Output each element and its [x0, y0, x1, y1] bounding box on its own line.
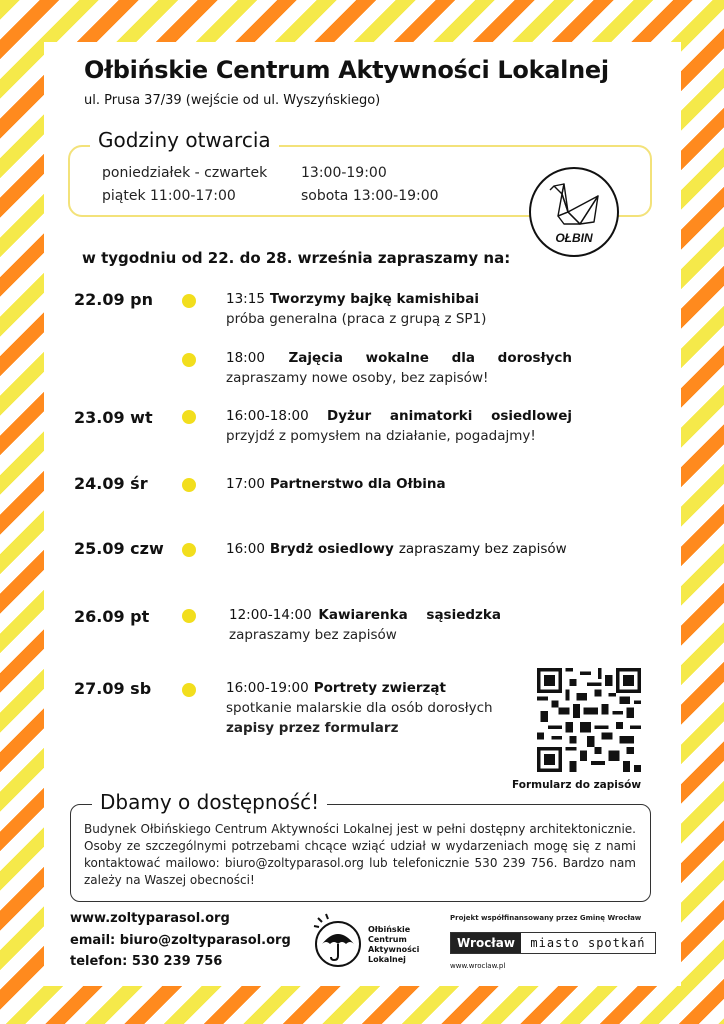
accessibility-title: Dbamy o dostępność! [92, 790, 327, 814]
event-time: 18:00 [226, 350, 265, 366]
event-item [226, 678, 574, 738]
event-date: 25.09 czw [74, 539, 164, 558]
event-date: 22.09 pn [74, 290, 154, 309]
event-name: Zajęcia wokalne dla dorosłych [288, 350, 572, 366]
event-time: 12:00-14:00 [229, 607, 312, 623]
accessibility-text: Budynek Ołbińskiego Centrum Aktywności Lokalnej jest w pełni dostępny architektonicznie. Osoby ze szczególnymi potrzebami chcące wziąć udział w wydarzeniach mogę się z nami kontaktować mailowo: biuro@zoltyparasol.org lub telefonicznie 530 239 756. Bardzo nam zależy na Waszej obecności! [84, 822, 636, 887]
bullet-dot [182, 543, 196, 557]
event-item [226, 474, 574, 494]
event-note: przyjdź z pomysłem na działanie, pogadajmy! [226, 428, 536, 444]
bullet-dot [182, 294, 196, 308]
bullet-dot [182, 478, 196, 492]
bullet-dot [182, 609, 196, 623]
event-date: 26.09 pt [74, 607, 150, 626]
umbrella-logo-text: Ołbińskie Centrum Aktywności Lokalnej [368, 925, 420, 964]
event-name: Kawiarenka sąsiedzka [318, 607, 501, 623]
event-note: zapraszamy bez zapisów [398, 541, 567, 557]
event-name: Partnerstwo dla Ołbina [269, 476, 446, 492]
event-date: 23.09 wt [74, 408, 153, 427]
event-time: 17:00 [226, 476, 265, 492]
phone-text: telefon: 530 239 756 [70, 954, 223, 969]
week-intro: w tygodniu od 22. do 28. września zapraszamy na: [82, 249, 511, 267]
event-note: zapraszamy nowe osoby, bez zapisów! [226, 370, 489, 386]
event-date: 24.09 śr [74, 474, 148, 493]
event-name: Brydż osiedlowy [269, 541, 394, 557]
event-time: 13:15 [226, 291, 265, 307]
hours-weekdays-time: 13:00-19:00 [301, 165, 387, 181]
event-note: spotkanie malarskie dla osób dorosłych [226, 700, 493, 716]
wroclaw-slogan: miasto spotkań [530, 936, 646, 950]
event-item [226, 539, 574, 559]
logo-label: OŁBIN [555, 231, 593, 245]
wroclaw-logo [450, 932, 656, 954]
signup-note: zapisy przez formularz [226, 720, 399, 736]
bullet-dot [182, 410, 196, 424]
event-item [229, 605, 577, 645]
poster-panel [44, 42, 681, 986]
qr-label: Formularz do zapisów [512, 779, 642, 791]
hours-friday: piątek 11:00-17:00 [102, 188, 236, 204]
event-name: Dyżur animatorki osiedlowej [327, 408, 572, 424]
wroclaw-url[interactable]: www.wroclaw.pl [450, 962, 506, 970]
funding-note: Projekt współfinansowany przez Gminę Wrocław [450, 914, 642, 922]
email-link[interactable]: email: biuro@zoltyparasol.org [70, 933, 291, 948]
bullet-dot [182, 353, 196, 367]
event-item [226, 289, 574, 329]
event-time: 16:00 [226, 541, 265, 557]
website-link[interactable]: www.zoltyparasol.org [70, 911, 230, 926]
qr-code-icon[interactable] [537, 668, 641, 772]
event-time: 16:00-18:00 [226, 408, 309, 424]
bullet-dot [182, 683, 196, 697]
event-time: 16:00-19:00 [226, 680, 309, 696]
page-title: Ołbińskie Centrum Aktywności Lokalnej [84, 56, 609, 84]
event-date: 27.09 sb [74, 679, 152, 698]
event-item [226, 406, 574, 446]
wroclaw-name: Wrocław [451, 933, 521, 953]
address: ul. Prusa 37/39 (wejście od ul. Wyszyńskiego) [84, 93, 381, 108]
event-name: Portrety zwierząt [313, 680, 446, 696]
hours-weekdays-label: poniedziałek - czwartek [102, 165, 268, 181]
hours-saturday: sobota 13:00-19:00 [301, 188, 439, 204]
event-name: Tworzymy bajkę kamishibai [269, 291, 479, 307]
opening-hours-title: Godziny otwarcia [90, 128, 279, 152]
event-note: zapraszamy bez zapisów [229, 627, 397, 643]
origami-swan-icon [528, 166, 620, 258]
umbrella-icon [308, 910, 368, 970]
event-note: próba generalna (praca z grupą z SP1) [226, 311, 487, 327]
event-item [226, 348, 574, 388]
